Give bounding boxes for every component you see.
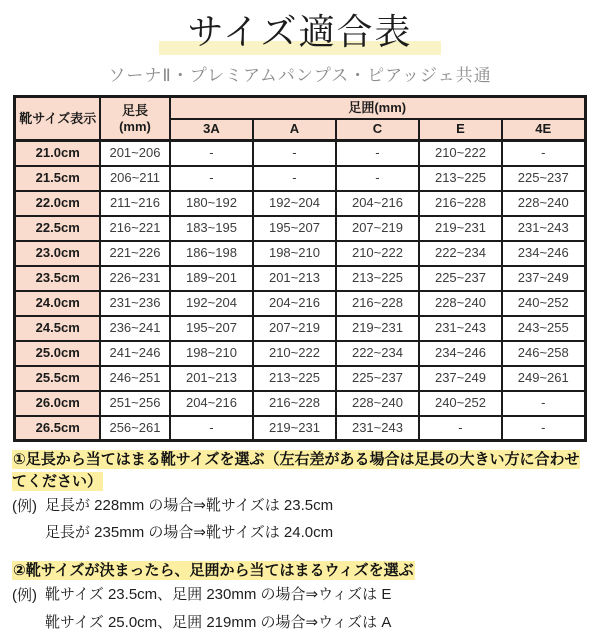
- example-label: (例): [12, 497, 37, 515]
- foot-length-unit: (mm): [119, 118, 151, 134]
- col-header-foot-circumference: 足囲(mm): [170, 97, 585, 119]
- col-header-width-3a: 3A: [170, 119, 253, 141]
- foot-circumference-cell-4e: 231~243: [502, 216, 585, 241]
- foot-circumference-cell-a: -: [253, 141, 336, 166]
- page-title-highlight: サイズ適合表: [187, 11, 413, 52]
- note-1-heading-highlight: ①足長から当てはまる靴サイズを選ぶ（左右差がある場合は足長の大きい方に合わせてください）: [12, 451, 580, 490]
- table-row: [15, 191, 585, 216]
- foot-length-label: 足長: [121, 102, 148, 118]
- foot-circumference-cell-c: 210~222: [336, 241, 419, 266]
- subtitle: ソーナⅡ・プレミアムパンプス・ピアッジェ共通: [108, 66, 492, 85]
- foot-length-cell: 201~206: [100, 141, 170, 166]
- table-row: [15, 391, 585, 416]
- foot-length-cell: 221~226: [100, 241, 170, 266]
- size-table: [13, 95, 586, 442]
- shoe-size-cell: 22.5cm: [15, 216, 100, 241]
- page-title: [0, 9, 600, 54]
- foot-circumference-cell-c: 228~240: [336, 391, 419, 416]
- shoe-size-cell: 24.5cm: [15, 316, 100, 341]
- col-header-width-e: E: [419, 119, 502, 141]
- note-2-heading-highlight: ②靴サイズが決まったら、足囲から当てはまるウィズを選ぶ: [13, 562, 414, 579]
- foot-circumference-cell-e: 237~249: [419, 366, 502, 391]
- foot-circumference-cell-e: 213~225: [419, 166, 502, 191]
- shoe-size-cell: 23.5cm: [15, 266, 100, 291]
- foot-circumference-cell-a: 198~210: [253, 241, 336, 266]
- foot-circumference-cell-4e: 243~255: [502, 316, 585, 341]
- example-label: (例): [12, 586, 37, 604]
- note-1-heading: [12, 449, 592, 493]
- foot-circumference-cell-c: -: [336, 141, 419, 166]
- foot-circumference-cell-4e: 240~252: [502, 291, 585, 316]
- foot-circumference-cell-e: 228~240: [419, 291, 502, 316]
- foot-circumference-cell-e: 222~234: [419, 241, 502, 266]
- foot-circumference-cell-e: 216~228: [419, 191, 502, 216]
- foot-circumference-cell-4e: 249~261: [502, 366, 585, 391]
- note-2-heading: [12, 560, 592, 582]
- foot-circumference-cell-e: 240~252: [419, 391, 502, 416]
- table-row: [15, 341, 585, 366]
- col-header-width-c: C: [336, 119, 419, 141]
- shoe-size-cell: 21.5cm: [15, 166, 100, 191]
- shoe-size-cell: 22.0cm: [15, 191, 100, 216]
- foot-circumference-cell-4e: 237~249: [502, 266, 585, 291]
- shoe-size-cell: 26.5cm: [15, 416, 100, 441]
- table-row: [15, 266, 585, 291]
- foot-circumference-cell-e: 210~222: [419, 141, 502, 166]
- example-line: 足長が 235mm の場合⇒靴サイズは 24.0cm: [45, 524, 334, 542]
- foot-circumference-cell-a: 204~216: [253, 291, 336, 316]
- shoe-size-cell: 25.5cm: [15, 366, 100, 391]
- foot-circumference-cell-4e: -: [502, 141, 585, 166]
- foot-circumference-cell-a: 210~222: [253, 341, 336, 366]
- foot-circumference-cell-3a: 201~213: [170, 366, 253, 391]
- foot-circumference-cell-3a: 195~207: [170, 316, 253, 341]
- foot-length-cell: 231~236: [100, 291, 170, 316]
- shoe-size-cell: 25.0cm: [15, 341, 100, 366]
- foot-circumference-cell-3a: -: [170, 416, 253, 441]
- table-row: [15, 316, 585, 341]
- example-line: 靴サイズ 23.5cm、足囲 230mm の場合⇒ウィズは E: [45, 585, 392, 603]
- foot-circumference-cell-a: -: [253, 166, 336, 191]
- foot-circumference-cell-c: 207~219: [336, 216, 419, 241]
- foot-length-cell: 206~211: [100, 166, 170, 191]
- foot-length-cell: 226~231: [100, 266, 170, 291]
- note-1-examples: [12, 496, 592, 552]
- foot-circumference-cell-c: -: [336, 166, 419, 191]
- example-line: 足長が 228mm の場合⇒靴サイズは 23.5cm: [45, 496, 334, 514]
- foot-circumference-cell-4e: -: [502, 416, 585, 441]
- foot-length-cell: 246~251: [100, 366, 170, 391]
- foot-circumference-cell-3a: -: [170, 166, 253, 191]
- foot-circumference-cell-4e: 228~240: [502, 191, 585, 216]
- foot-length-cell: 251~256: [100, 391, 170, 416]
- foot-circumference-cell-3a: 198~210: [170, 341, 253, 366]
- note-2: [12, 560, 592, 640]
- table-row: [15, 216, 585, 241]
- table-row: [15, 416, 585, 441]
- col-header-width-4e: 4E: [502, 119, 585, 141]
- foot-circumference-cell-3a: 192~204: [170, 291, 253, 316]
- table-row: [15, 241, 585, 266]
- foot-circumference-cell-4e: 234~246: [502, 241, 585, 266]
- foot-circumference-cell-a: 201~213: [253, 266, 336, 291]
- size-table-body: [15, 141, 585, 441]
- foot-length-cell: 256~261: [100, 416, 170, 441]
- foot-circumference-cell-3a: 180~192: [170, 191, 253, 216]
- foot-circumference-cell-a: 192~204: [253, 191, 336, 216]
- shoe-size-cell: 21.0cm: [15, 141, 100, 166]
- table-row: [15, 291, 585, 316]
- foot-circumference-cell-4e: -: [502, 391, 585, 416]
- foot-circumference-cell-3a: 183~195: [170, 216, 253, 241]
- col-header-shoe-size: 靴サイズ表示: [15, 97, 100, 141]
- table-row: [15, 166, 585, 191]
- table-row: [15, 141, 585, 166]
- foot-circumference-cell-a: 207~219: [253, 316, 336, 341]
- foot-circumference-cell-c: 231~243: [336, 416, 419, 441]
- foot-circumference-cell-4e: 225~237: [502, 166, 585, 191]
- foot-circumference-cell-e: 231~243: [419, 316, 502, 341]
- foot-circumference-cell-c: 204~216: [336, 191, 419, 216]
- foot-circumference-cell-c: 225~237: [336, 366, 419, 391]
- foot-circumference-cell-a: 219~231: [253, 416, 336, 441]
- foot-circumference-cell-a: 213~225: [253, 366, 336, 391]
- foot-circumference-cell-3a: 189~201: [170, 266, 253, 291]
- foot-circumference-cell-c: 222~234: [336, 341, 419, 366]
- foot-length-cell: 216~221: [100, 216, 170, 241]
- foot-circumference-cell-c: 216~228: [336, 291, 419, 316]
- foot-circumference-cell-3a: 186~198: [170, 241, 253, 266]
- note-2-examples: [12, 585, 592, 640]
- foot-circumference-cell-3a: -: [170, 141, 253, 166]
- foot-circumference-cell-e: 219~231: [419, 216, 502, 241]
- foot-circumference-cell-a: 195~207: [253, 216, 336, 241]
- size-table-header: [15, 97, 585, 141]
- shoe-size-cell: 24.0cm: [15, 291, 100, 316]
- col-header-foot-length: [100, 97, 170, 141]
- size-chart-page: [0, 9, 600, 631]
- shoe-size-cell: 26.0cm: [15, 391, 100, 416]
- notes-section: [8, 449, 592, 640]
- foot-circumference-cell-a: 216~228: [253, 391, 336, 416]
- foot-circumference-cell-c: 213~225: [336, 266, 419, 291]
- foot-circumference-cell-4e: 246~258: [502, 341, 585, 366]
- foot-length-cell: 236~241: [100, 316, 170, 341]
- foot-circumference-cell-3a: 204~216: [170, 391, 253, 416]
- foot-circumference-cell-e: -: [419, 416, 502, 441]
- foot-circumference-cell-c: 219~231: [336, 316, 419, 341]
- col-header-width-a: A: [253, 119, 336, 141]
- foot-length-cell: 211~216: [100, 191, 170, 216]
- foot-length-cell: 241~246: [100, 341, 170, 366]
- note-1: [12, 449, 592, 551]
- table-row: [15, 366, 585, 391]
- foot-circumference-cell-e: 225~237: [419, 266, 502, 291]
- shoe-size-cell: 23.0cm: [15, 241, 100, 266]
- foot-circumference-cell-e: 234~246: [419, 341, 502, 366]
- example-line: 靴サイズ 25.0cm、足囲 219mm の場合⇒ウィズは A: [45, 613, 392, 631]
